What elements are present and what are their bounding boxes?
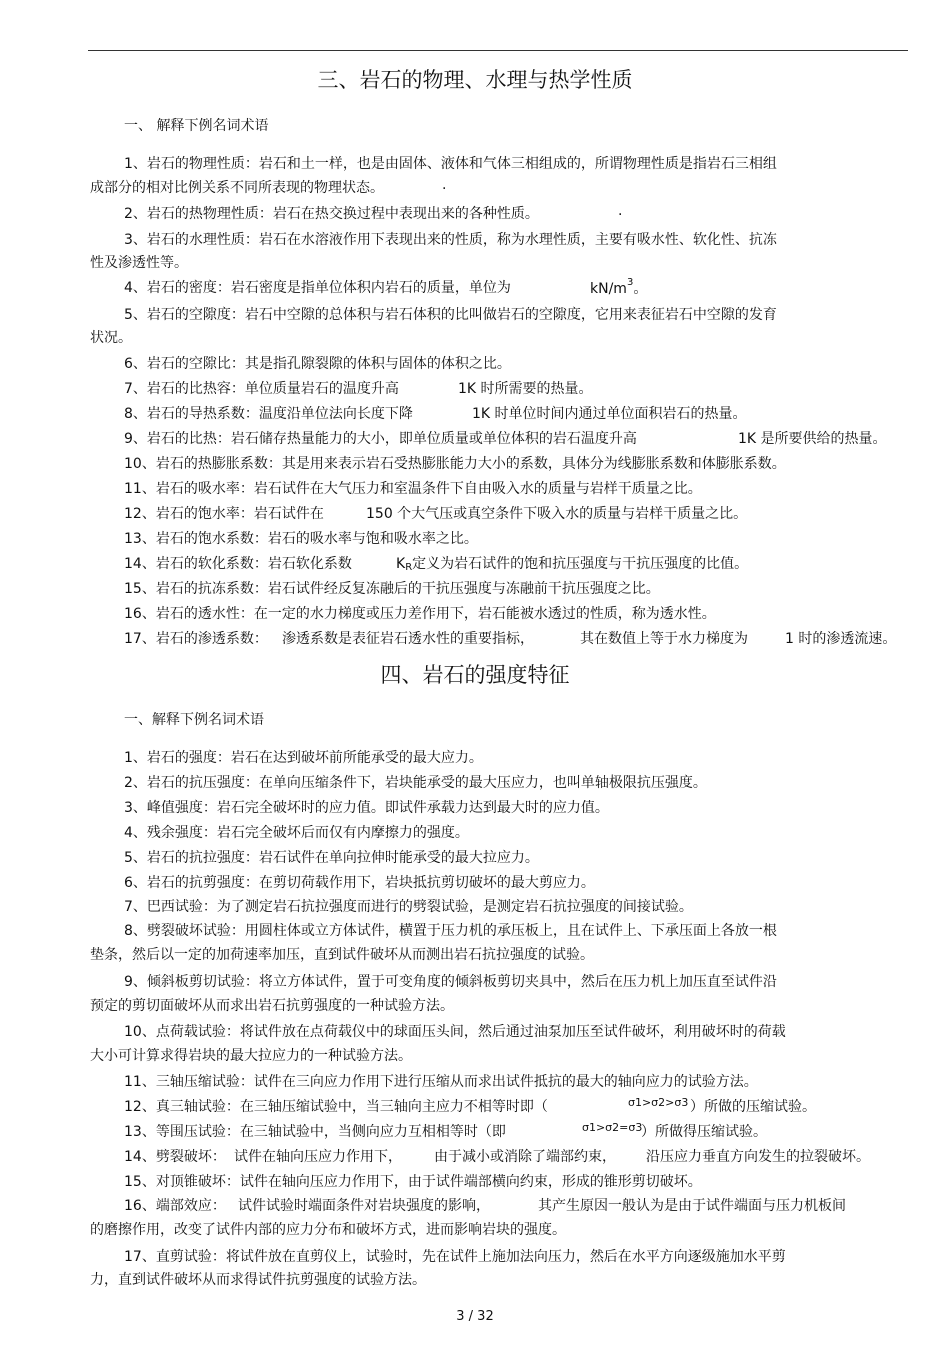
term-line: 11、三轴压缩试验：试件在三向应力作用下进行压缩从而求出试件抵抗的最大的轴向应力的试验方法。 xyxy=(124,1074,758,1090)
term-line: σ1>σ2=σ3 xyxy=(582,1121,643,1134)
term-line: 1K 时所需要的热量。 xyxy=(458,381,593,397)
term-line: 大小可计算求得岩块的最大拉应力的一种试验方法。 xyxy=(90,1048,412,1064)
term-line: 16、端部效应： xyxy=(124,1198,226,1214)
term-line: 14、劈裂破坏： xyxy=(124,1149,226,1165)
term-line: 性及渗透性等。 xyxy=(90,255,188,271)
term-line: 15、对顶锥破坏：试件在轴向压应力作用下，由于试件端部横向约束，形成的锥形剪切破坏。 xyxy=(124,1174,702,1190)
term-line: 1K 是所要供给的热量。 xyxy=(738,431,887,447)
term-line: . xyxy=(618,203,623,219)
term-line: $kN/m^3$。 xyxy=(590,277,648,297)
term-line: 14、岩石的软化系数：岩石软化系数 xyxy=(124,556,352,572)
term-line: . xyxy=(442,177,447,193)
term-line: 状况。 xyxy=(90,330,132,346)
term-line: 6、岩石的空隙比：其是指孔隙裂隙的体积与固体的体积之比。 xyxy=(124,356,511,372)
term-line: 8、劈裂破坏试验：用圆柱体或立方体试件，横置于压力机的承压板上，且在试件上、下承压面上各放一根 xyxy=(124,923,777,939)
term-line: 试件在轴向压应力作用下， xyxy=(234,1149,402,1165)
term-line: 17、岩石的渗透系数： xyxy=(124,631,268,647)
term-line: 13、岩石的饱水系数：岩石的吸水率与饱和吸水率之比。 xyxy=(124,531,478,547)
term-line: 1、岩石的强度：岩石在达到破坏前所能承受的最大应力。 xyxy=(124,750,483,766)
term-line: 9、倾斜板剪切试验：将立方体试件，置于可变角度的倾斜板剪切夹具中，然后在压力机上加压直至试件沿 xyxy=(124,974,777,990)
section-title-3: 三、岩石的物理、水理与热学性质 xyxy=(317,68,633,92)
term-line: ）所做的压缩试验。 xyxy=(690,1099,816,1115)
section-title-4: 四、岩石的强度特征 xyxy=(380,663,570,687)
term-line: 12、岩石的饱水率：岩石试件在 xyxy=(124,506,324,522)
term-line: 4、残余强度：岩石完全破坏后而仅有内摩擦力的强度。 xyxy=(124,825,469,841)
term-line: 1、岩石的物理性质：岩石和土一样，也是由固体、液体和气体三相组成的，所谓物理性质是指岩石三相组 xyxy=(124,156,777,172)
term-line: 的磨擦作用，改变了试件内部的应力分布和破坏方式，进而影响岩块的强度。 xyxy=(90,1222,566,1238)
term-line: 渗透系数是表征岩石透水性的重要指标， xyxy=(282,631,534,647)
term-line: 150 个大气压或真空条件下吸入水的质量与岩样干质量之比。 xyxy=(366,506,748,522)
term-line: 16、岩石的透水性：在一定的水力梯度或压力差作用下，岩石能被水透过的性质，称为透水性。 xyxy=(124,606,716,622)
term-line: 由于减小或消除了端部约束， xyxy=(434,1149,616,1165)
section-heading-3: 一、 解释下例名词术语 xyxy=(124,118,269,134)
term-line: 3、峰值强度：岩石完全破坏时的应力值。即试件承载力达到最大时的应力值。 xyxy=(124,800,609,816)
term-line: $K_R$定义为岩石试件的饱和抗压强度与干抗压强度的比值。 xyxy=(396,556,749,573)
term-line: 1K 时单位时间内通过单位面积岩石的热量。 xyxy=(472,406,747,422)
term-line: 试件试验时端面条件对岩块强度的影响， xyxy=(238,1198,490,1214)
term-line: 力，直到试件破坏从而求得试件抗剪强度的试验方法。 xyxy=(90,1272,426,1288)
term-line: 8、岩石的导热系数：温度沿单位法向长度下降 xyxy=(124,406,413,422)
term-line: 5、岩石的空隙度：岩石中空隙的总体积与岩石体积的比叫做岩石的空隙度，它用来表征岩石中空隙的发育 xyxy=(124,307,777,323)
term-line: 2、岩石的热物理性质：岩石在热交换过程中表现出来的各种性质。 xyxy=(124,206,539,222)
term-line: 成部分的相对比例关系不同所表现的物理状态。 xyxy=(90,180,384,196)
header-rule xyxy=(88,50,908,51)
term-line: 15、岩石的抗冻系数：岩石试件经反复冻融后的干抗压强度与冻融前干抗压强度之比。 xyxy=(124,581,660,597)
page-number: 3 / 32 xyxy=(456,1309,494,1324)
term-line: 6、岩石的抗剪强度：在剪切荷载作用下，岩块抵抗剪切破坏的最大剪应力。 xyxy=(124,875,595,891)
term-line: 2、岩石的抗压强度：在单向压缩条件下，岩块能承受的最大压应力，也叫单轴极限抗压强度。 xyxy=(124,775,707,791)
term-line: ）所做得压缩试验。 xyxy=(641,1124,767,1140)
term-line: 7、岩石的比热容：单位质量岩石的温度升高 xyxy=(124,381,399,397)
term-line: 13、等围压试验：在三轴试验中，当侧向应力互相相等时（即 xyxy=(124,1124,506,1140)
term-line: 7、巴西试验：为了测定岩石抗拉强度而进行的劈裂试验，是测定岩石抗拉强度的间接试验。 xyxy=(124,899,693,915)
term-line: 其在数值上等于水力梯度为 xyxy=(580,631,748,647)
term-line: 11、岩石的吸水率：岩石试件在大气压力和室温条件下自由吸入水的质量与岩样干质量之比。 xyxy=(124,481,702,497)
section-heading-4: 一、解释下例名词术语 xyxy=(124,712,264,728)
term-line: 10、点荷载试验：将试件放在点荷载仪中的球面压头间，然后通过油泵加压至试件破坏，利用破坏时的荷载 xyxy=(124,1024,786,1040)
term-line: 10、岩石的热膨胀系数：其是用来表示岩石受热膨胀能力大小的系数，具体分为线膨胀系数和体膨胀系数。 xyxy=(124,456,786,472)
term-line: 9、岩石的比热：岩石储存热量能力的大小，即单位质量或单位体积的岩石温度升高 xyxy=(124,431,637,447)
term-line: 17、直剪试验：将试件放在直剪仪上，试验时，先在试件上施加法向压力，然后在水平方向逐级施加水平剪 xyxy=(124,1249,786,1265)
term-line: 1 时的渗透流速。 xyxy=(785,631,897,647)
term-line: 3、岩石的水理性质：岩石在水溶液作用下表现出来的性质，称为水理性质，主要有吸水性、软化性、抗冻 xyxy=(124,232,777,248)
term-line: 垫条，然后以一定的加荷速率加压，直到试件破坏从而测出岩石抗拉强度的试验。 xyxy=(90,947,594,963)
term-line: 其产生原因一般认为是由于试件端面与压力机板间 xyxy=(538,1198,846,1214)
term-line: 预定的剪切面破坏从而求出岩石抗剪强度的一种试验方法。 xyxy=(90,998,454,1014)
term-line: 12、真三轴试验：在三轴压缩试验中，当三轴向主应力不相等时即（ xyxy=(124,1099,548,1115)
term-line: 4、岩石的密度：岩石密度是指单位体积内岩石的质量，单位为 xyxy=(124,280,511,296)
term-line: σ1>σ2>σ3 xyxy=(628,1096,689,1109)
term-line: 5、岩石的抗拉强度：岩石试件在单向拉伸时能承受的最大拉应力。 xyxy=(124,850,539,866)
term-line: 沿压应力垂直方向发生的拉裂破坏。 xyxy=(646,1149,870,1165)
